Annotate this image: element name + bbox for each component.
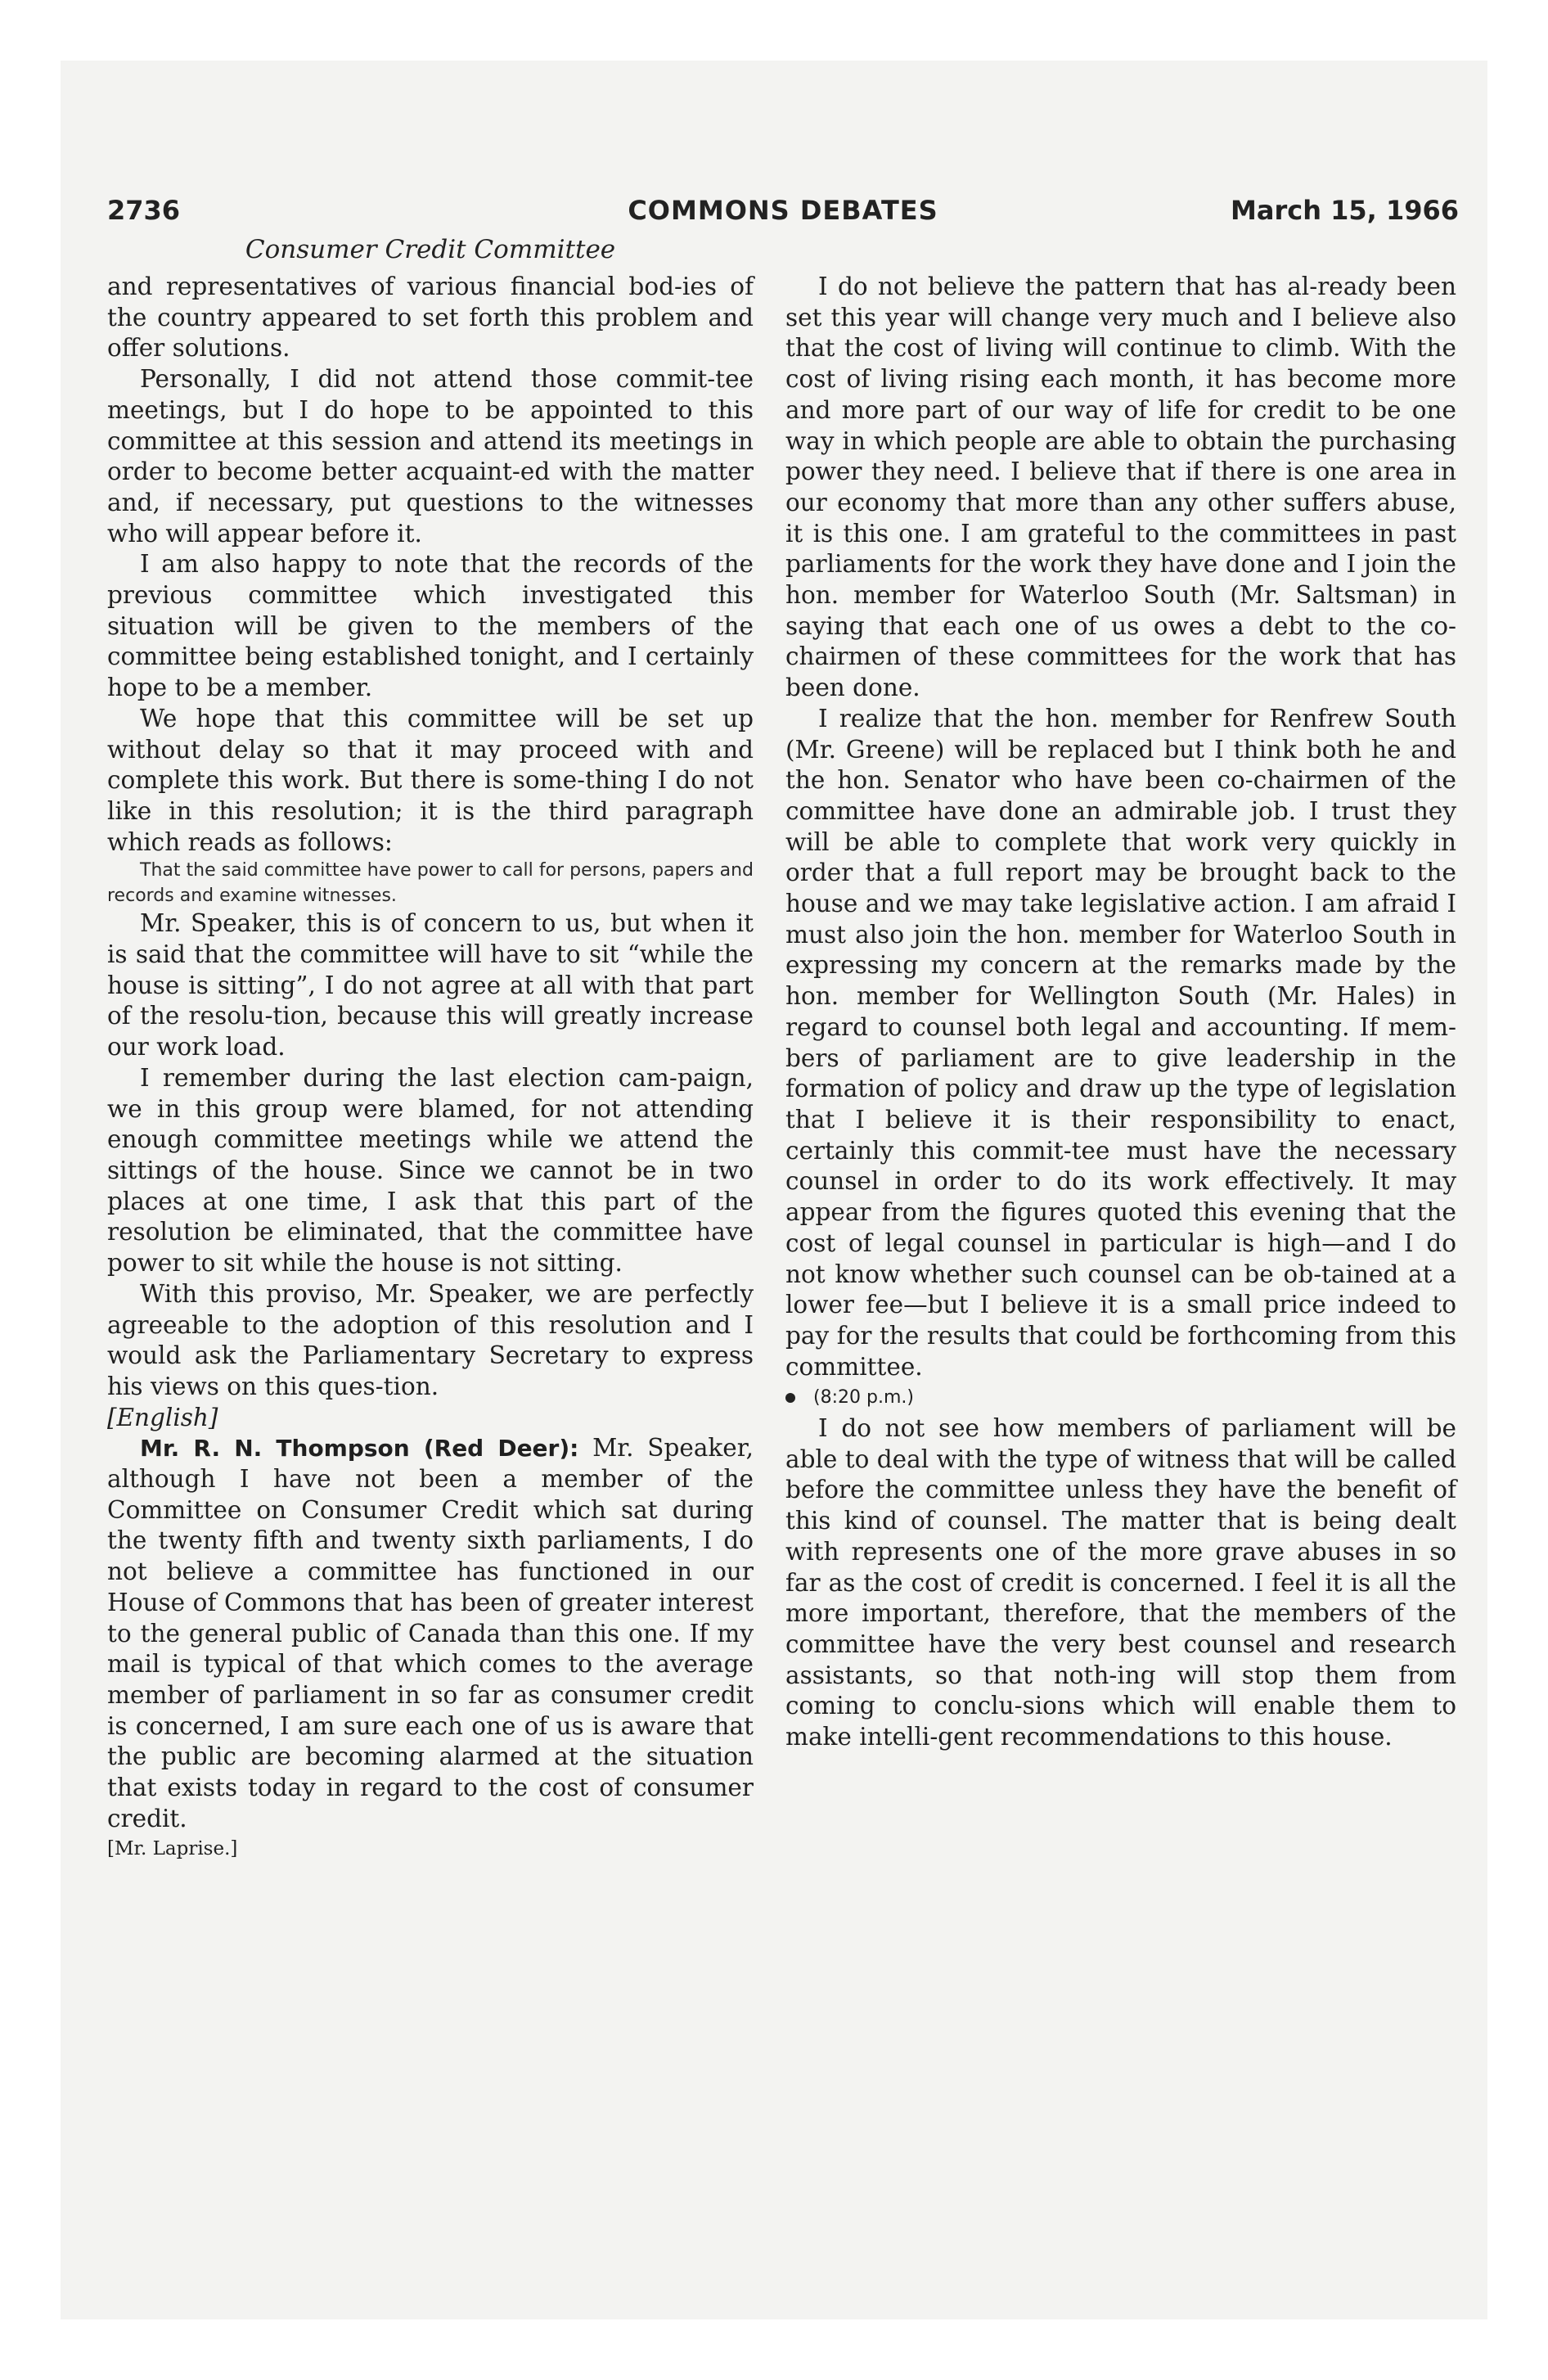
speech-text: Mr. Speaker, although I have not been a member of the Committee on Consumer Credit which sat during the twenty fifth and twenty sixth parliaments, I do not believe a committee has functioned in our House of Commons that has been of greater interest to the general public of Canada than this one. If my mail is typical of that which comes to the average member of parliament in so far as consumer credit is concerned, I am sure each one of us is aware that the public are becoming alarmed at the situation that exists today in regard to the cost of consumer credit. — [107, 1434, 754, 1832]
page-number: 2736 — [107, 195, 181, 226]
time-stamp: (8:20 p.m.) — [813, 1387, 914, 1409]
paragraph: and representatives of various financial bod-ies of the country appeared to set forth this problem and offer solutions. — [107, 273, 754, 363]
journal-title: COMMONS DEBATES — [628, 195, 938, 226]
paragraph: I am also happy to note that the records of the previous committee which investigated this situation will be given to the members of the committee being established tonight, and I certainly hope to be a member. — [107, 550, 754, 702]
paragraph: I remember during the last election cam-paign, we in this group were blamed, for not attending enough committee meetings while we attend the sittings of the house. Since we cannot be in two places at one time, I ask that this part of the resolution be eliminated, that the committee have power to sit while the house is not sitting. — [107, 1063, 754, 1278]
speaker-name: Mr. R. N. Thompson (Red Deer): — [140, 1435, 579, 1463]
left-column — [107, 272, 754, 1865]
paragraph: Mr. Speaker, this is of concern to us, but when it is said that the committee will have to sit “while the house is sitting”, I do not agree at all with that part of the resolu-tion, because this will greatly increase our work load. — [107, 909, 754, 1062]
paragraph: I do not see how members of parliament will be able to deal with the type of witness that will be called before the committee unless they have the benefit of this kind of counsel. The matter that is being dealt with represents one of the more grave abuses in so far as the cost of credit is concerned. I feel it is all the more important, therefore, that the members of the committee have the very best counsel and research assistants, so that noth-ing will stop them from coming to conclu-sions which will enable them to make intelli-gent recommendations to this house. — [785, 1414, 1456, 1751]
paragraph: We hope that this committee will be set up without delay so that it may proceed with and complete this work. But there is some-thing I do not like in this resolution; it is the third paragraph which reads as follows: — [107, 704, 754, 856]
issue-date: March 15, 1966 — [1231, 195, 1459, 226]
speaker-attribution: [Mr. Laprise.] — [107, 1838, 238, 1860]
paragraph: Personally, I did not attend those commit-tee meetings, but I do hope to be appointed to this committee at this session and attend its meetings in order to become better acquaint-ed with the matter and, if necessary, put questions to the witnesses who will appear before it. — [107, 365, 754, 548]
speech-paragraph — [107, 1433, 754, 1834]
right-column — [785, 272, 1456, 1753]
page-header — [107, 195, 1459, 231]
running-subheading: Consumer Credit Committee — [245, 235, 616, 264]
paragraph: With this proviso, Mr. Speaker, we are perfectly agreeable to the adoption of this resolution and I would ask the Parliamentary Secretary to express his views on this ques-tion. — [107, 1279, 754, 1400]
paragraph: I do not believe the pattern that has al-ready been set this year will change very much and I believe also that the cost of living will continue to climb. With the cost of living rising each month, it has become more and more part of our way of life for credit to be one way in which people are able to obtain the purchasing power they need. I believe that if there is one area in our economy that more than any other suffers abuse, it is this one. I am grateful to the committees in past parliaments for the work they have done and I join the hon. member for Waterloo South (Mr. Saltsman) in saying that each one of us owes a debt to the co-chairmen of these committees for the work that has been done. — [785, 273, 1456, 702]
time-marker — [785, 1382, 1456, 1413]
language-marker: [English] — [107, 1403, 218, 1431]
quoted-resolution: That the said committee have power to call for persons, papers and records and examine witnesses. — [107, 860, 754, 907]
bullet-icon — [785, 1393, 795, 1403]
paragraph: I realize that the hon. member for Renfrew South (Mr. Greene) will be replaced but I think both he and the hon. Senator who have been co-chairmen of the committee have done an admirable job. I trust they will be able to complete that work very quickly in order that a full report may be brought back to the house and we may take legislative action. I am afraid I must also join the hon. member for Waterloo South in expressing my concern at the remarks made by the hon. member for Wellington South (Mr. Hales) in regard to counsel both legal and accounting. If mem-bers of parliament are to give leadership in the formation of policy and draw up the type of legislation that I believe it is their responsibility to enact, certainly this commit-tee must have the necessary counsel in order to do its work effectively. It may appear from the figures quoted this evening that the cost of legal counsel in particular is high—and I do not know whether such counsel can be ob-tained at a lower fee—but I believe it is a small price indeed to pay for the results that could be forthcoming from this committee. — [785, 704, 1456, 1381]
